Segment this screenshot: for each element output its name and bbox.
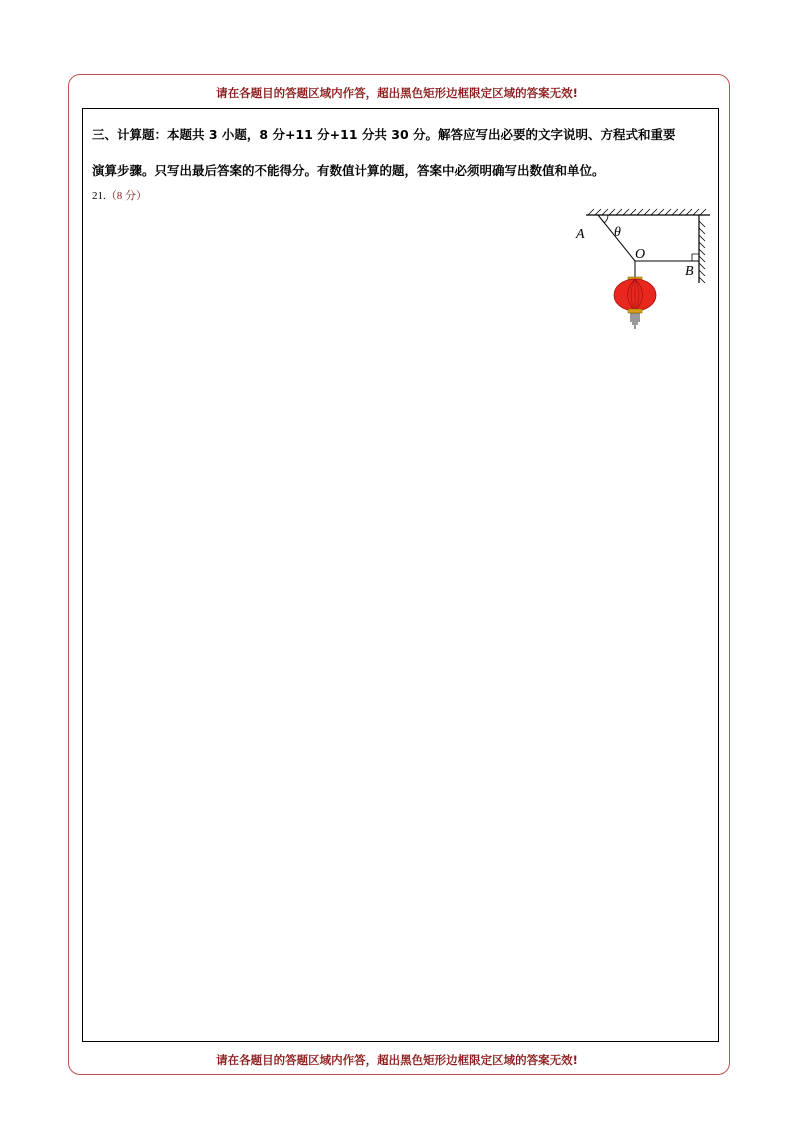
right-angle-mark xyxy=(692,254,699,261)
section-instructions xyxy=(92,117,712,189)
label-a: A xyxy=(576,227,585,242)
question-number: 21. xyxy=(92,190,106,202)
question-score: （8 分） xyxy=(105,190,147,202)
instructions-line-2: 演算步骤。只写出最后答案的不能得分。有数值计算的题，答案中必须明确写出数值和单位。 xyxy=(92,163,605,178)
angle-arc xyxy=(604,215,608,223)
label-theta: θ xyxy=(614,225,621,240)
wall-hatch xyxy=(699,221,705,283)
footer-warning: 请在各题目的答题区域内作答，超出黑色矩形边框限定区域的答案无效! xyxy=(216,1053,578,1067)
label-b: B xyxy=(685,264,694,279)
instructions-line-1: 三、计算题：本题共 3 小题，8 分+11 分+11 分共 30 分。解答应写出必要的文字说明、方程式和重要 xyxy=(92,127,676,142)
lantern xyxy=(614,277,656,329)
header-warning: 请在各题目的答题区域内作答，超出黑色矩形边框限定区域的答案无效! xyxy=(216,86,578,100)
lantern-diagram xyxy=(568,205,718,335)
ceiling-hatch xyxy=(588,209,706,215)
label-o: O xyxy=(635,247,646,262)
question-header xyxy=(92,187,147,203)
